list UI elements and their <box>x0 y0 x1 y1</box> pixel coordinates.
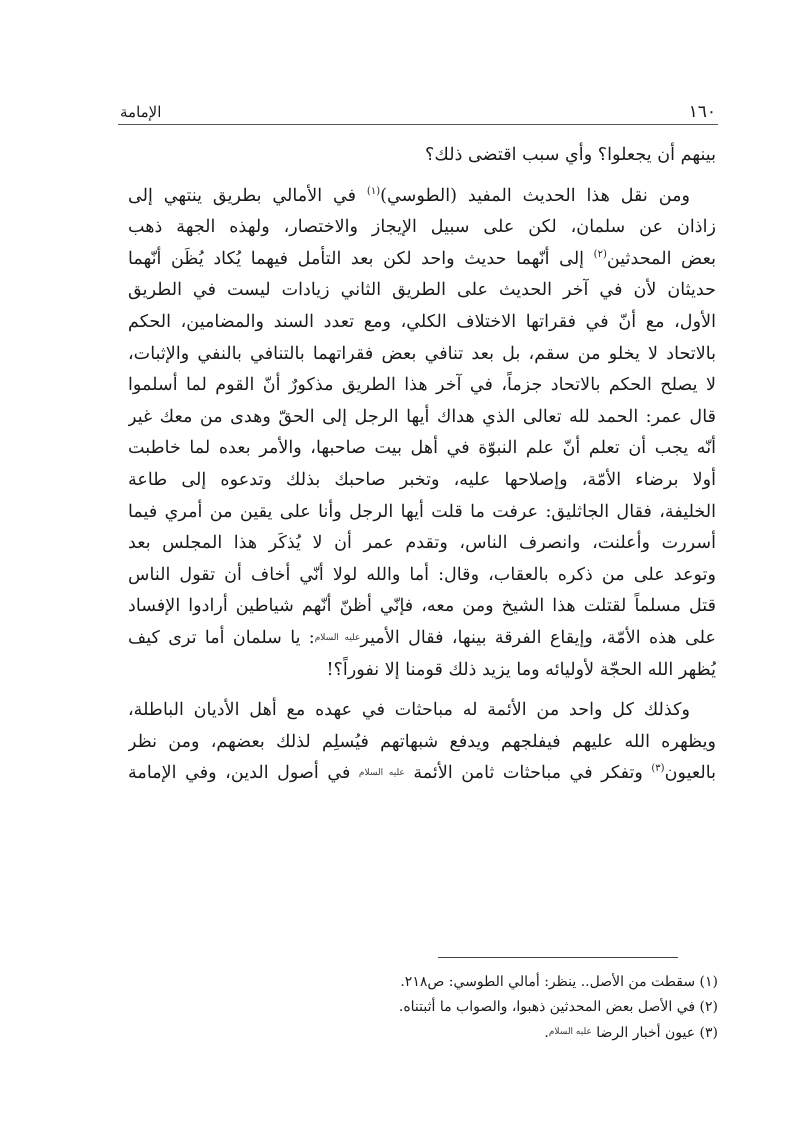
text-run: على هذه الأمّة، وإيقاع الفرقة بينها، فقال الأمير <box>360 627 716 648</box>
text-line: ويظهره الله عليهم فيفلجهم ويدفع شبهاتهم فيُسلِم لذلك بعضهم، ومن نظر <box>128 731 716 752</box>
text-run: في أصول الدين، وفي الإمامة <box>128 763 351 784</box>
text-run: بالعيون <box>664 763 716 784</box>
footnote-marker[interactable]: (١) <box>366 185 381 197</box>
text-line: قتل مسلماً لقتلت هذا الشيخ ومن معه، فإنّي أظنّ أنّهم شياطين أرادوا الإفساد <box>128 596 716 617</box>
footnote-end: . <box>544 1025 549 1041</box>
footnote-text: (٣) عيون أخبار الرضا <box>596 1025 718 1041</box>
running-title: الإمامة <box>120 103 162 121</box>
text-line <box>128 758 716 790</box>
text-line: يُظهر الله الحجّة لأوليائه وما يزيد ذلك قومنا إلا نفوراً؟! <box>326 659 716 680</box>
text-line: قال عمر: الحمد لله تعالى الذي هداك أيها الرجل إلى الحقّ وهدى من معك غير <box>128 406 716 427</box>
honorific-glyph-icon: عليه السلام <box>314 632 361 643</box>
text-line: لا يصلح الحكم بالاتحاد جزماً، في آخر هذا الطريق مذكورٌ أنّ القوم لما أسلموا <box>128 375 716 396</box>
footnote-separator <box>438 957 678 958</box>
text-line <box>128 244 716 276</box>
text-run: إلى أنّهما حديث واحد لكن بعد التأمل فيهما يُكاد يُظَن أنّهما <box>128 248 585 269</box>
text-run: : يا سلمان أما ترى كيف <box>128 627 315 648</box>
text-line: بينهم أن يجعلوا؟ وأي سبب اقتضى ذلك؟ <box>425 145 716 165</box>
footnote-marker[interactable]: (٢) <box>593 248 607 260</box>
text-line: وتوعد على من ذكره بالعقاب، وقال: أما والله لولا أنّي أخاف أن تقول الناس <box>128 564 716 585</box>
footnote-2: (٢) في الأصل بعض المحدثين ذهبوا، والصواب ما أثبتناه. <box>398 999 718 1015</box>
text-run: ومن نقل هذا الحديث المفيد (الطوسي) <box>380 185 691 206</box>
text-run: بطريق ينتهي إلى <box>128 185 262 206</box>
text-line: الأول، مع أنّ في فقراتها الاختلاف الكلي، ومع تعدد السند والمضامين، الحكم <box>128 311 716 332</box>
text-line: وكذلك كل واحد من الأئمة له مباحثات في عهده مع أهل الأديان الباطلة، <box>128 700 690 721</box>
paragraph <box>128 140 716 172</box>
paragraph <box>128 181 716 687</box>
footnote-3 <box>128 1020 718 1046</box>
text-line <box>128 623 716 655</box>
body-text <box>128 140 716 790</box>
book-page <box>118 0 718 1134</box>
footnotes <box>128 970 718 1046</box>
footnote-1: (١) سقطت من الأصل.. ينظر: أمالي الطوسي: ص٢١٨. <box>400 974 718 990</box>
text-run: بعض المحدثين <box>606 248 716 269</box>
honorific-glyph-icon: عليه السلام <box>548 1027 592 1037</box>
text-line: زاذان عن سلمان، لكن على سبيل الإيجاز والاختصار، ولهذه الجهة ذهب <box>128 217 716 238</box>
honorific-glyph-icon: عليه السلام <box>358 768 405 779</box>
text-line: أولا برضاء الأمّة، وإصلاحها عليه، وتخبر صاحبك بذلك وتدعوه إلى طاعة <box>128 469 716 490</box>
header-rule <box>118 124 718 125</box>
footnote-marker[interactable]: (٣) <box>651 763 665 775</box>
page-number: ١٦٠ <box>688 102 716 122</box>
text-run: في الأمالي <box>272 185 357 206</box>
text-line: حديثان لأن في آخر الحديث على الطريق الثاني زيادات ليست في الطريق <box>128 280 716 301</box>
text-run: وتفكر في مباحثات ثامن الأئمة <box>413 763 643 784</box>
text-line: الخليفة، فقال الجاثليق: عرفت ما قلت أيها الرجل وأنا على يقين من أمري فيما <box>128 501 716 522</box>
text-line: أسررت وأعلنت، وانصرف الناس، وتقدم عمر أن لا يُذكَر هذا المجلس بعد <box>128 533 716 554</box>
text-line <box>128 181 716 213</box>
text-line: أنّه يجب أن تعلم أنّ علم النبوّة في أهل بيت صاحبها، والأمر بعده لما خاطبت <box>128 438 716 459</box>
text-line: بالاتحاد لا يخلو من سقم، بل بعد تنافي بعض فقراتهما بالتنافي بالنفي والإثبات، <box>128 343 716 364</box>
paragraph <box>128 695 716 790</box>
running-header <box>118 92 718 122</box>
